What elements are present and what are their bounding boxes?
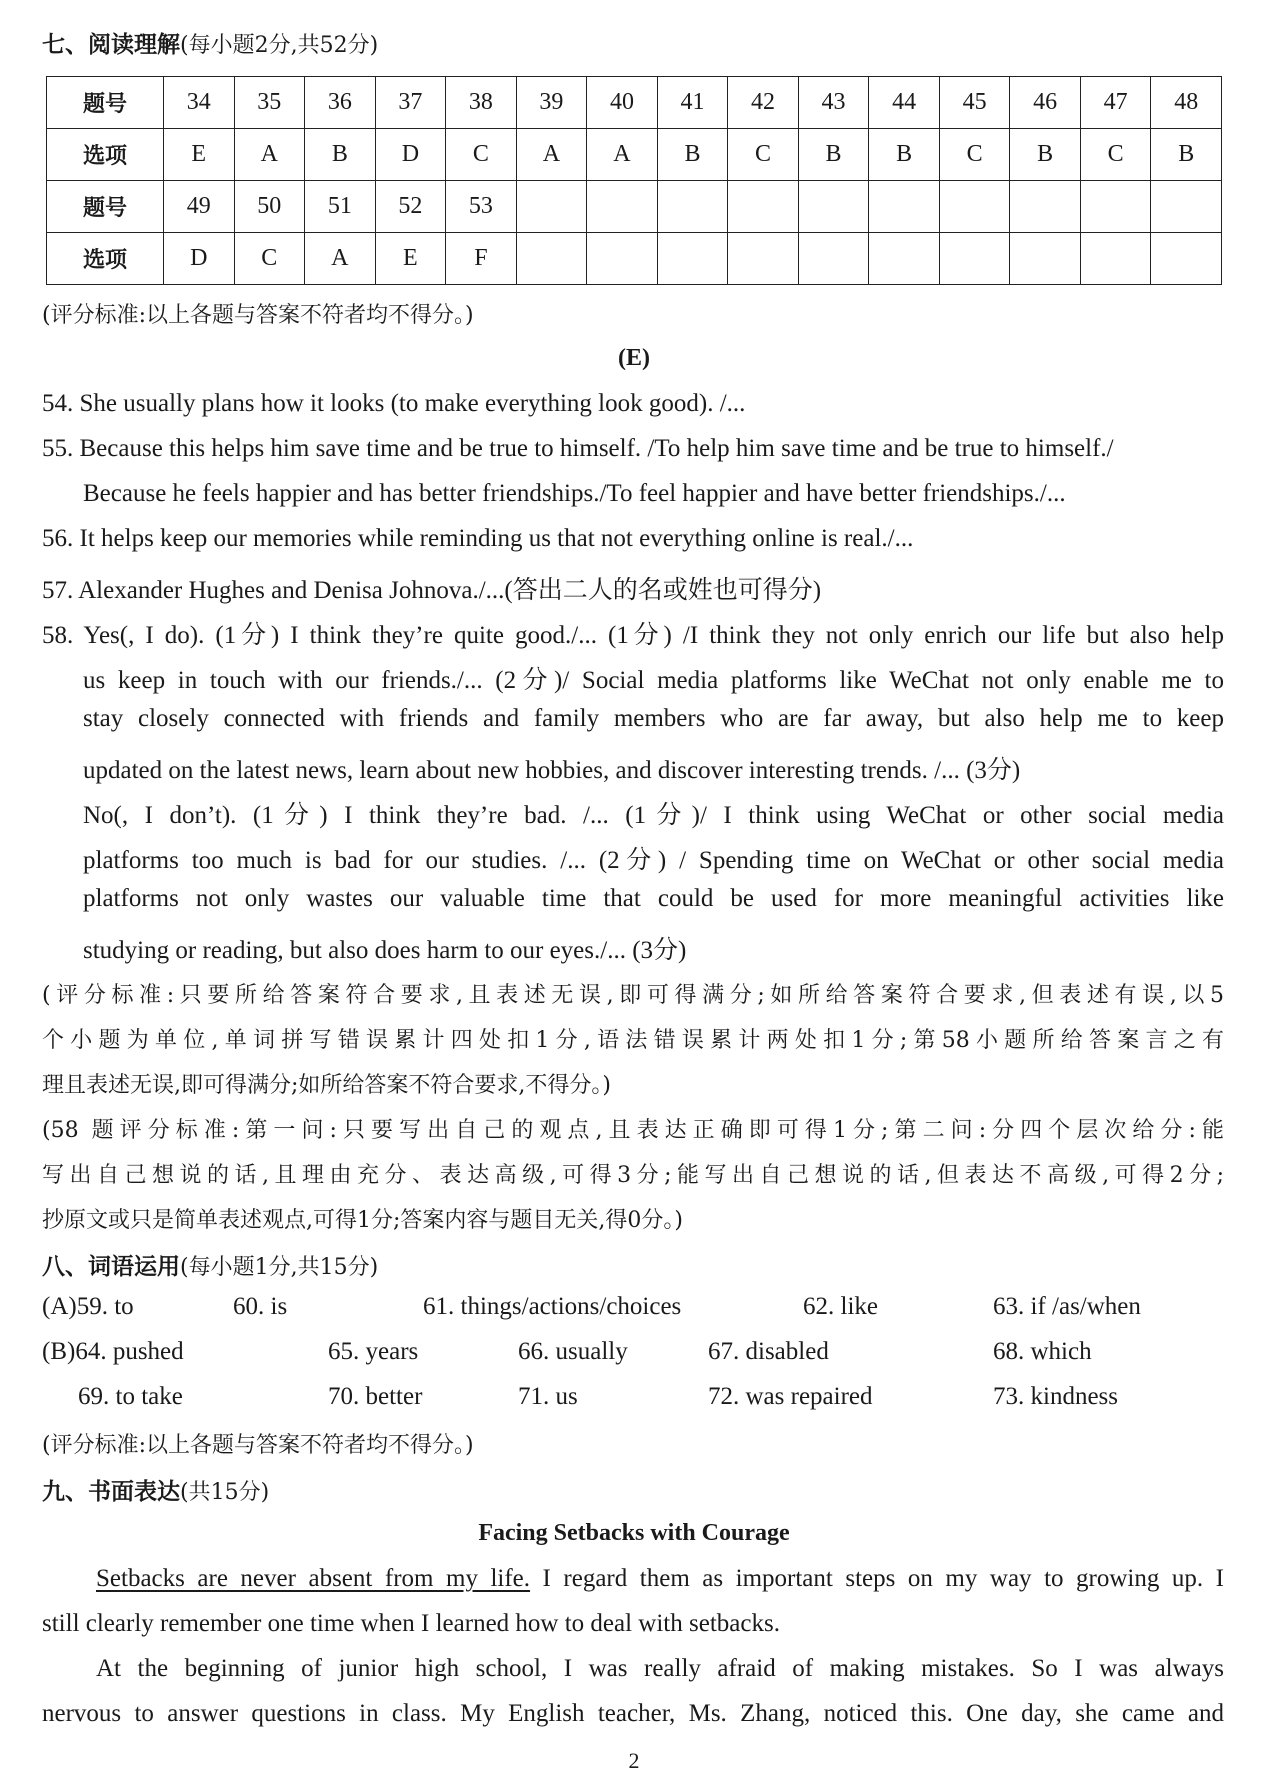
word-answer: 70. better: [328, 1383, 423, 1410]
word-answer: 73. kindness: [993, 1383, 1118, 1410]
answer-option: B: [869, 129, 940, 181]
question-number: 41: [657, 77, 728, 129]
answer-option: A: [516, 129, 587, 181]
essay-text: I regard them as important steps on my way to growing up. I: [530, 1565, 1224, 1592]
word-answer: (B)64. pushed: [42, 1338, 184, 1365]
word-answer: 60. is: [233, 1293, 288, 1320]
question-number: 39: [516, 77, 587, 129]
answer-54: 54. She usually plans how it looks (to make everything look good). /...: [42, 390, 746, 417]
answer-option: C: [1080, 129, 1151, 181]
table-row-label: 题号: [47, 181, 164, 233]
scoring-58-line-2: 写出自己想说的话,且理由充分、表达高级,可得3分;能写出自己想说的话,但表达不高级,可得2分;: [42, 1163, 1224, 1188]
empty-cell: [587, 233, 658, 285]
scoring-note-3: (评分标准:以上各题与答案不符者均不得分。): [42, 1433, 474, 1458]
question-number: 38: [446, 77, 517, 129]
answer-option: C: [939, 129, 1010, 181]
answer-option: E: [164, 129, 235, 181]
answer-option: A: [234, 129, 305, 181]
question-number: 52: [375, 181, 446, 233]
answer-55-line-1: 55. Because this helps him save time and be true to himself. /To help him save time and be true to himself./: [42, 435, 1114, 462]
question-number: 49: [164, 181, 235, 233]
answer-57: 57. Alexander Hughes and Denisa Johnova./...(答出二人的名或姓也可得分): [42, 577, 822, 604]
word-answer: 69. to take: [78, 1383, 183, 1410]
scoring-note-1: (评分标准:以上各题与答案不符者均不得分。): [42, 303, 474, 328]
scoring-note-2-line-2: 个小题为单位,单词拼写错误累计四处扣1分,语法错误累计两处扣1分;第58小题所给答案言之有: [42, 1028, 1224, 1053]
question-number: 42: [728, 77, 799, 129]
answer-58-line-2: us keep in touch with our friends./... (2分)/ Social media platforms like WeChat not only enable me to: [83, 667, 1224, 694]
question-number: 36: [305, 77, 376, 129]
empty-cell: [1080, 181, 1151, 233]
empty-cell: [798, 181, 869, 233]
answer-58-line-4: updated on the latest news, learn about new hobbies, and discover interesting trends. /... (3分): [83, 757, 1021, 784]
answer-58-line-7: platforms not only wastes our valuable time that could be used for more meaningful activities like: [83, 885, 1224, 912]
section-7-heading: [42, 26, 378, 59]
question-number: 37: [375, 77, 446, 129]
essay-paragraph-1-line-2: still clearly remember one time when I learned how to deal with setbacks.: [42, 1610, 780, 1637]
word-answer: 61. things/actions/choices: [423, 1293, 682, 1320]
answer-option: C: [728, 129, 799, 181]
section-7-note: (每小题2分,共52分): [180, 33, 379, 58]
empty-cell: [657, 181, 728, 233]
empty-cell: [1080, 233, 1151, 285]
answer-option: B: [1010, 129, 1081, 181]
empty-cell: [728, 181, 799, 233]
section-9-note: (共15分): [180, 1480, 270, 1505]
part-e-label: (E): [618, 345, 650, 371]
essay-paragraph-2-line-2: nervous to answer questions in class. My English teacher, Ms. Zhang, noticed this. One day, she came and: [42, 1700, 1224, 1727]
essay-paragraph-1-line-1: [96, 1565, 1224, 1593]
table-row-label: 题号: [47, 77, 164, 129]
answer-58-line-5: No(, I don’t). (1分) I think they’re bad. /... (1分)/ I think using WeChat or other social media: [83, 802, 1224, 829]
scoring-58-line-1: (58 题评分标准:第一问:只要写出自己的观点,且表达正确即可得1分;第二问:分四个层次给分:能: [42, 1118, 1224, 1143]
section-8-title: 八、词语运用: [42, 1254, 180, 1280]
empty-cell: [939, 181, 1010, 233]
answer-option: A: [305, 233, 376, 285]
section-9-heading: [42, 1473, 269, 1506]
empty-cell: [1151, 181, 1222, 233]
answer-option: B: [1151, 129, 1222, 181]
question-number: 53: [446, 181, 517, 233]
word-answer: 62. like: [803, 1293, 878, 1320]
answer-56: 56. It helps keep our memories while reminding us that not everything online is real./...: [42, 525, 914, 552]
question-number: 45: [939, 77, 1010, 129]
answer-option: D: [375, 129, 446, 181]
question-number: 43: [798, 77, 869, 129]
section-8-note: (每小题1分,共15分): [180, 1255, 379, 1280]
answer-option: F: [446, 233, 517, 285]
answer-58-line-1: 58. Yes(, I do). (1分) I think they’re quite good./... (1分) /I think they not only enrich our life but also help: [42, 622, 1224, 649]
question-number: 34: [164, 77, 235, 129]
page-number: 2: [628, 1748, 640, 1773]
scoring-58-line-3: 抄原文或只是简单表述观点,可得1分;答案内容与题目无关,得0分。): [42, 1208, 683, 1233]
question-number: 35: [234, 77, 305, 129]
essay-title: Facing Setbacks with Courage: [478, 1520, 790, 1546]
section-8-heading: [42, 1248, 378, 1281]
answer-option: B: [305, 129, 376, 181]
section-7-title: 七、阅读理解: [42, 32, 180, 58]
empty-cell: [728, 233, 799, 285]
scoring-note-2-line-1: (评分标准:只要所给答案符合要求,且表述无误,即可得满分;如所给答案符合要求,但表述有误,以5: [42, 983, 1224, 1008]
answer-option: A: [587, 129, 658, 181]
empty-cell: [869, 181, 940, 233]
answer-option: B: [798, 129, 869, 181]
scoring-note-2-line-3: 理且表述无误,即可得满分;如所给答案不符合要求,不得分。): [42, 1073, 611, 1098]
word-answer: 72. was repaired: [708, 1383, 873, 1410]
word-answer: 65. years: [328, 1338, 419, 1365]
question-number: 46: [1010, 77, 1081, 129]
table-row: [47, 129, 1222, 181]
word-answer: 66. usually: [518, 1338, 628, 1365]
answer-55-line-2: Because he feels happier and has better friendships./To feel happier and have better friendships./...: [83, 480, 1066, 507]
table-row: [47, 77, 1222, 129]
word-answer: 68. which: [993, 1338, 1092, 1365]
word-answer: 63. if /as/when: [993, 1293, 1141, 1320]
answer-option: D: [164, 233, 235, 285]
question-number: 48: [1151, 77, 1222, 129]
answer-option: C: [234, 233, 305, 285]
empty-cell: [798, 233, 869, 285]
table-row-label: 选项: [47, 129, 164, 181]
table-row: [47, 181, 1222, 233]
empty-cell: [869, 233, 940, 285]
empty-cell: [1151, 233, 1222, 285]
word-answer: 67. disabled: [708, 1338, 829, 1365]
question-number: 44: [869, 77, 940, 129]
underlined-sentence: Setbacks are never absent from my life.: [96, 1565, 531, 1592]
word-answer: 71. us: [518, 1383, 578, 1410]
empty-cell: [587, 181, 658, 233]
essay-paragraph-2-line-1: At the beginning of junior high school, I was really afraid of making mistakes. So I was always: [96, 1655, 1224, 1682]
answer-option: E: [375, 233, 446, 285]
section-9-title: 九、书面表达: [42, 1479, 180, 1505]
empty-cell: [1010, 233, 1081, 285]
question-number: 47: [1080, 77, 1151, 129]
answer-option: C: [446, 129, 517, 181]
empty-cell: [516, 181, 587, 233]
table-row: [47, 233, 1222, 285]
question-number: 50: [234, 181, 305, 233]
answer-58-line-3: stay closely connected with friends and family members who are far away, but also help me to keep: [83, 705, 1224, 732]
reading-answer-table: [46, 76, 1222, 285]
answer-option: B: [657, 129, 728, 181]
word-answer: (A)59. to: [42, 1293, 134, 1320]
question-number: 51: [305, 181, 376, 233]
question-number: 40: [587, 77, 658, 129]
table-row-label: 选项: [47, 233, 164, 285]
answer-58-line-6: platforms too much is bad for our studies. /... (2分) / Spending time on WeChat or other social media: [83, 847, 1224, 874]
empty-cell: [657, 233, 728, 285]
empty-cell: [516, 233, 587, 285]
empty-cell: [939, 233, 1010, 285]
empty-cell: [1010, 181, 1081, 233]
answer-58-line-8: studying or reading, but also does harm to our eyes./... (3分): [83, 937, 687, 964]
